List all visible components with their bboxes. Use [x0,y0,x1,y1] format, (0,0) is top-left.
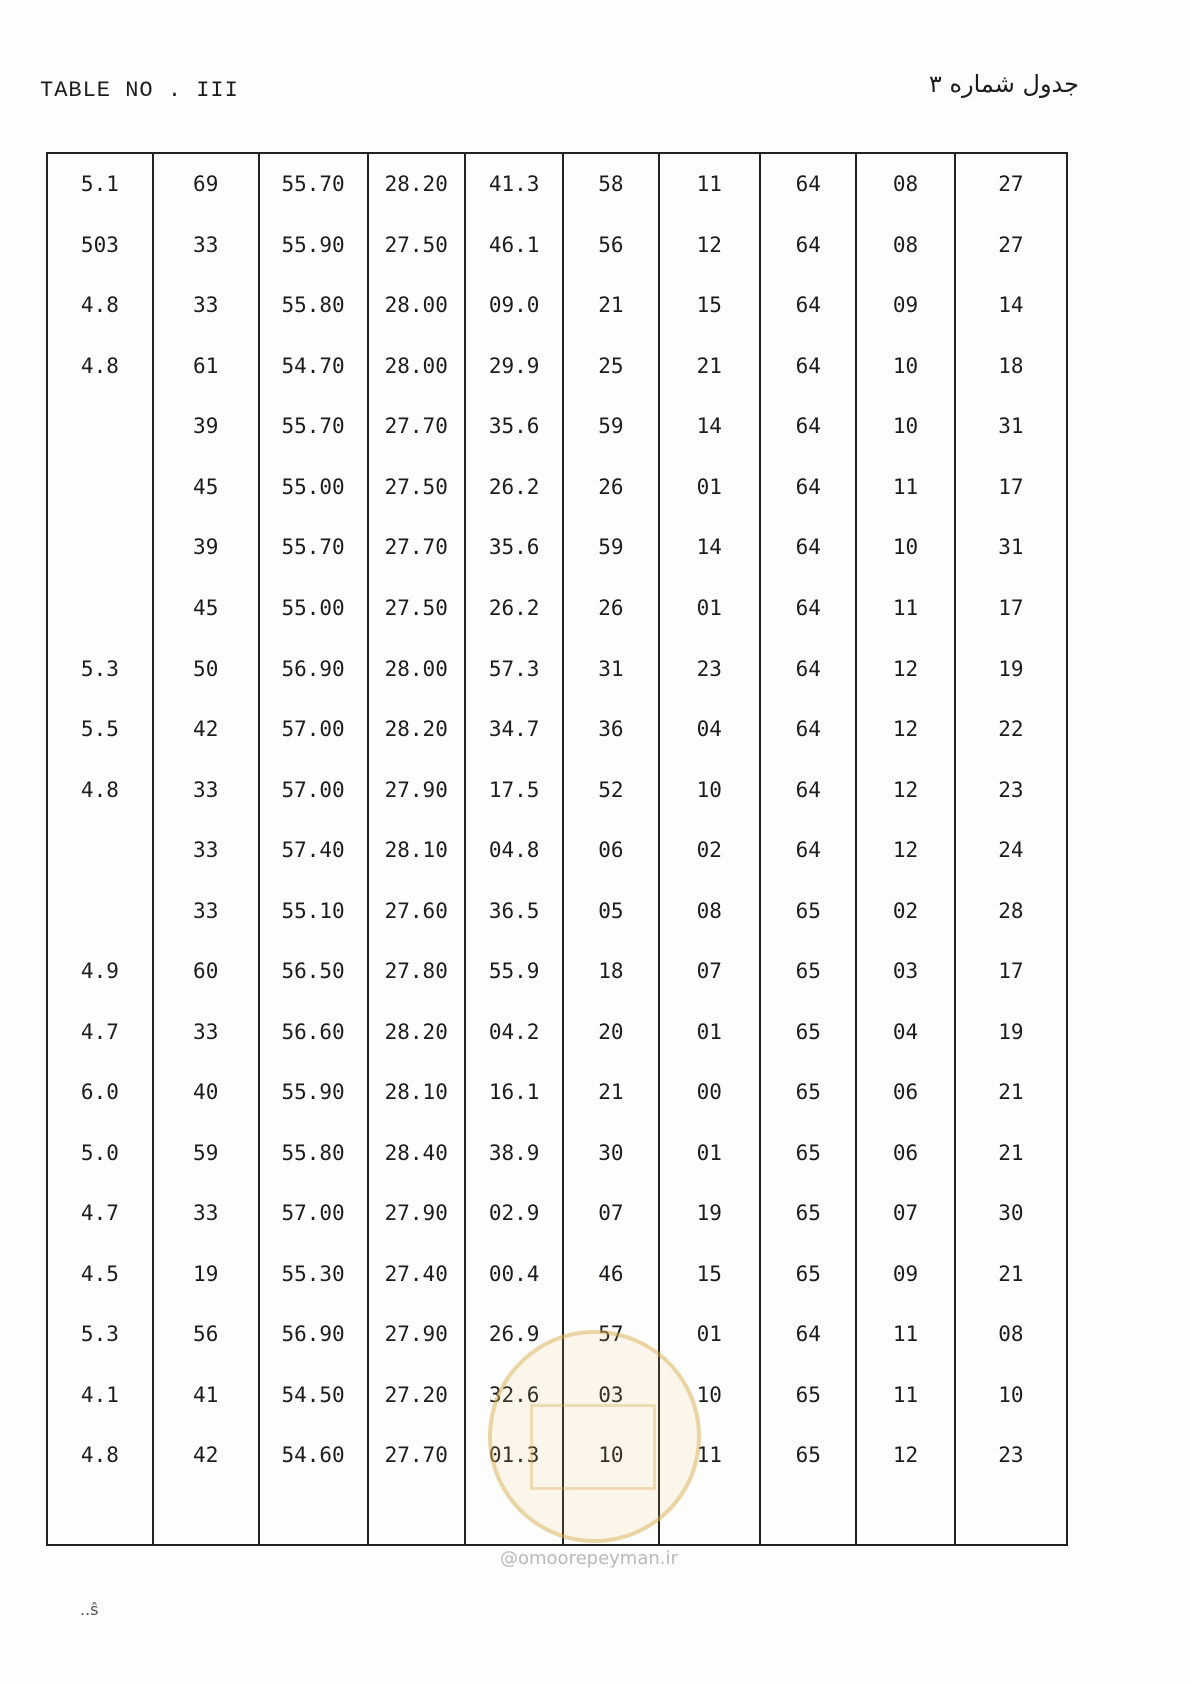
table-cell: 26.9 [465,1304,563,1365]
table-cell-empty [259,1486,368,1544]
table-row [47,578,1067,639]
table-cell: 27.70 [368,1425,465,1486]
table-cell: 26 [563,457,658,518]
table-cell: 57.40 [259,820,368,881]
table-cell: 34.7 [465,699,563,760]
table-cell: 16.1 [465,1062,563,1123]
table-row [47,1183,1067,1244]
table-cell: 21 [955,1123,1067,1184]
table-cell: 10 [563,1425,658,1486]
table-cell: 11 [856,578,954,639]
table-cell: 56.90 [259,638,368,699]
table-cell-empty [856,1486,954,1544]
table-cell: 30 [955,1183,1067,1244]
table-cell: 27 [955,215,1067,276]
table-cell: 17.5 [465,759,563,820]
table-cell: 10 [659,759,761,820]
table-row [47,215,1067,276]
table-cell [47,820,153,881]
table-cell: 64 [760,275,856,336]
table-row [47,396,1067,457]
table-cell: 00.4 [465,1244,563,1305]
table-cell: 14 [659,517,761,578]
table-cell: 5.0 [47,1123,153,1184]
table-cell: 21 [955,1062,1067,1123]
table-cell: 19 [153,1244,259,1305]
table-row [47,759,1067,820]
table-cell: 10 [659,1365,761,1426]
table-cell: 19 [659,1183,761,1244]
table-cell: 56.90 [259,1304,368,1365]
table-cell: 04.2 [465,1001,563,1062]
table-cell: 64 [760,457,856,518]
table-cell: 33 [153,1183,259,1244]
table-row [47,1123,1067,1184]
table-cell: 33 [153,820,259,881]
table-cell: 33 [153,275,259,336]
table-cell: 28.00 [368,336,465,397]
table-cell: 12 [856,638,954,699]
table-cell: 31 [955,396,1067,457]
table-cell: 28 [955,880,1067,941]
table-cell: 46 [563,1244,658,1305]
table-cell-empty [153,1486,259,1544]
table-cell: 07 [563,1183,658,1244]
table-cell: 59 [563,517,658,578]
table-cell: 21 [563,275,658,336]
table-cell: 41 [153,1365,259,1426]
table-cell: 36 [563,699,658,760]
table-cell: 69 [153,154,259,215]
table-cell: 55.70 [259,517,368,578]
table-cell-empty [368,1486,465,1544]
table-cell: 01.3 [465,1425,563,1486]
table-cell: 55.9 [465,941,563,1002]
table-cell: 27 [955,154,1067,215]
table-cell [47,457,153,518]
table-cell: 4.7 [47,1183,153,1244]
table-row [47,820,1067,881]
table-cell: 12 [856,1425,954,1486]
table-cell: 24 [955,820,1067,881]
table-cell: 55.10 [259,880,368,941]
table-cell: 07 [856,1183,954,1244]
table-cell: 33 [153,880,259,941]
table-cell: 65 [760,1183,856,1244]
table-cell: 28.20 [368,1001,465,1062]
table-cell: 33 [153,1001,259,1062]
table-cell: 27.50 [368,457,465,518]
table-row [47,699,1067,760]
table-cell: 23 [955,1425,1067,1486]
table-cell: 60 [153,941,259,1002]
table-cell: 4.5 [47,1244,153,1305]
table-cell: 01 [659,578,761,639]
table-cell: 55.90 [259,1062,368,1123]
table-cell: 64 [760,154,856,215]
table-cell: 12 [856,699,954,760]
table-cell: 50 [153,638,259,699]
table-cell [47,880,153,941]
table-cell: 57.3 [465,638,563,699]
table-cell: 31 [955,517,1067,578]
table-cell: 55.00 [259,457,368,518]
table-cell: 19 [955,1001,1067,1062]
table-row [47,941,1067,1002]
table-cell: 10 [856,396,954,457]
table-row [47,154,1067,215]
table-cell: 55.70 [259,396,368,457]
table-row [47,1244,1067,1305]
table-row [47,880,1067,941]
table-cell: 35.6 [465,396,563,457]
table-row [47,457,1067,518]
table-cell: 36.5 [465,880,563,941]
table-cell: 56.50 [259,941,368,1002]
table-cell: 28.10 [368,1062,465,1123]
table-cell: 14 [659,396,761,457]
table-cell: 04 [856,1001,954,1062]
table-cell: 64 [760,699,856,760]
watermark-seal-icon [488,1330,701,1543]
table-cell: 38.9 [465,1123,563,1184]
table-cell: 27.90 [368,1304,465,1365]
table-cell: 30 [563,1123,658,1184]
table-cell: 21 [563,1062,658,1123]
table-cell: 27.80 [368,941,465,1002]
table-cell: 08 [856,154,954,215]
table-cell: 06 [856,1062,954,1123]
table-cell: 28.10 [368,820,465,881]
table-cell: 4.9 [47,941,153,1002]
table-row [47,275,1067,336]
table-cell: 64 [760,638,856,699]
table-cell: 65 [760,1001,856,1062]
table-cell: 14 [955,275,1067,336]
table-cell: 54.50 [259,1365,368,1426]
table-cell: 54.60 [259,1425,368,1486]
table-cell: 64 [760,336,856,397]
table-cell: 11 [856,1304,954,1365]
table-cell: 05 [563,880,658,941]
table-cell: 23 [955,759,1067,820]
table-cell: 64 [760,215,856,276]
table-cell: 6.0 [47,1062,153,1123]
table-cell: 12 [856,759,954,820]
table-cell: 28.00 [368,638,465,699]
table-title-en: TABLE NO . III [40,78,239,103]
table-cell: 01 [659,1123,761,1184]
table-cell: 55.80 [259,275,368,336]
table-cell: 04.8 [465,820,563,881]
table-cell: 4.8 [47,1425,153,1486]
table-cell: 08 [955,1304,1067,1365]
table-cell: 27.70 [368,517,465,578]
table-cell: 07 [659,941,761,1002]
table-cell: 26 [563,578,658,639]
table-row [47,517,1067,578]
table-cell: 65 [760,1244,856,1305]
table-cell: 57 [563,1304,658,1365]
table-cell: 26.2 [465,457,563,518]
table-cell: 4.1 [47,1365,153,1426]
table-cell: 15 [659,1244,761,1305]
table-cell: 40 [153,1062,259,1123]
table-cell: 27.70 [368,396,465,457]
table-cell: 17 [955,457,1067,518]
table-cell: 65 [760,941,856,1002]
table-cell-empty [760,1486,856,1544]
table-cell: 09 [856,275,954,336]
table-cell: 27.50 [368,215,465,276]
table-row [47,1001,1067,1062]
table-cell: 61 [153,336,259,397]
table-cell: 06 [563,820,658,881]
table-cell: 64 [760,759,856,820]
table-cell: 59 [153,1123,259,1184]
table-cell: 10 [856,336,954,397]
table-cell: 57.00 [259,759,368,820]
table-cell: 65 [760,1425,856,1486]
table-cell: 11 [856,457,954,518]
table-row [47,638,1067,699]
table-cell: 64 [760,820,856,881]
table-cell: 15 [659,275,761,336]
table-cell: 02 [856,880,954,941]
table-cell: 57.00 [259,699,368,760]
table-cell: 64 [760,396,856,457]
table-cell: 10 [955,1365,1067,1426]
table-cell: 5.5 [47,699,153,760]
table-cell: 52 [563,759,658,820]
table-cell: 17 [955,941,1067,1002]
table-cell [47,396,153,457]
table-cell: 55.70 [259,154,368,215]
table-cell-empty [955,1486,1067,1544]
table-cell: 08 [659,880,761,941]
table-cell: 56 [153,1304,259,1365]
table-cell: 56.60 [259,1001,368,1062]
table-cell: 12 [856,820,954,881]
watermark-text: @omoorepeyman.ir [500,1548,678,1569]
table-cell: 65 [760,1062,856,1123]
table-cell: 02 [659,820,761,881]
table-cell: 18 [955,336,1067,397]
table-cell: 01 [659,1001,761,1062]
table-cell: 65 [760,1123,856,1184]
table-cell: 5.3 [47,1304,153,1365]
table-cell: 57.00 [259,1183,368,1244]
table-cell: 27.40 [368,1244,465,1305]
table-cell: 11 [659,1425,761,1486]
table-cell: 55.00 [259,578,368,639]
table-title-fa: جدول شماره ۳ [928,70,1079,98]
table-cell: 31 [563,638,658,699]
table-cell: 28.40 [368,1123,465,1184]
table-cell: 08 [856,215,954,276]
table-cell: 21 [659,336,761,397]
table-cell: 39 [153,517,259,578]
table-cell: 33 [153,759,259,820]
table-cell: 01 [659,457,761,518]
table-cell: 22 [955,699,1067,760]
table-cell: 4.8 [47,759,153,820]
table-cell: 06 [856,1123,954,1184]
table-cell: 32.6 [465,1365,563,1426]
table-cell: 54.70 [259,336,368,397]
table-cell: 03 [563,1365,658,1426]
table-cell: 33 [153,215,259,276]
table-cell: 18 [563,941,658,1002]
table-cell: 20 [563,1001,658,1062]
page-mark: ..ŝ [80,1600,99,1619]
table-cell: 27.60 [368,880,465,941]
table-cell: 65 [760,880,856,941]
table-cell: 09 [856,1244,954,1305]
table-cell: 27.90 [368,759,465,820]
table-cell: 11 [659,154,761,215]
table-cell: 5.3 [47,638,153,699]
table-cell: 17 [955,578,1067,639]
table-cell: 35.6 [465,517,563,578]
table-cell: 04 [659,699,761,760]
table-cell: 01 [659,1304,761,1365]
table-cell: 02.9 [465,1183,563,1244]
table-cell: 12 [659,215,761,276]
table-cell [47,517,153,578]
table-cell: 5.1 [47,154,153,215]
table-cell: 00 [659,1062,761,1123]
table-cell: 23 [659,638,761,699]
table-cell: 65 [760,1365,856,1426]
table-cell: 4.8 [47,275,153,336]
table-cell: 27.20 [368,1365,465,1426]
table-cell: 45 [153,578,259,639]
table-cell: 27.50 [368,578,465,639]
table-cell: 28.00 [368,275,465,336]
table-cell: 55.80 [259,1123,368,1184]
table-cell: 41.3 [465,154,563,215]
table-cell: 56 [563,215,658,276]
table-row [47,1062,1067,1123]
table-cell: 64 [760,578,856,639]
table-cell: 39 [153,396,259,457]
table-cell: 11 [856,1365,954,1426]
table-cell: 45 [153,457,259,518]
table-cell: 503 [47,215,153,276]
table-cell: 10 [856,517,954,578]
table-cell: 46.1 [465,215,563,276]
table-cell: 25 [563,336,658,397]
table-cell [47,578,153,639]
table-cell: 28.20 [368,154,465,215]
table-cell: 55.90 [259,215,368,276]
table-cell: 4.7 [47,1001,153,1062]
table-cell: 59 [563,396,658,457]
table-cell: 03 [856,941,954,1002]
table-cell: 09.0 [465,275,563,336]
table-cell: 21 [955,1244,1067,1305]
table-cell: 19 [955,638,1067,699]
table-cell: 42 [153,1425,259,1486]
table-cell: 58 [563,154,658,215]
table-cell-empty [47,1486,153,1544]
table-cell: 55.30 [259,1244,368,1305]
table-cell: 64 [760,1304,856,1365]
table-cell: 64 [760,517,856,578]
table-cell: 42 [153,699,259,760]
table-cell: 27.90 [368,1183,465,1244]
table-cell: 28.20 [368,699,465,760]
table-row [47,336,1067,397]
table-cell: 29.9 [465,336,563,397]
table-cell: 26.2 [465,578,563,639]
table-cell: 4.8 [47,336,153,397]
